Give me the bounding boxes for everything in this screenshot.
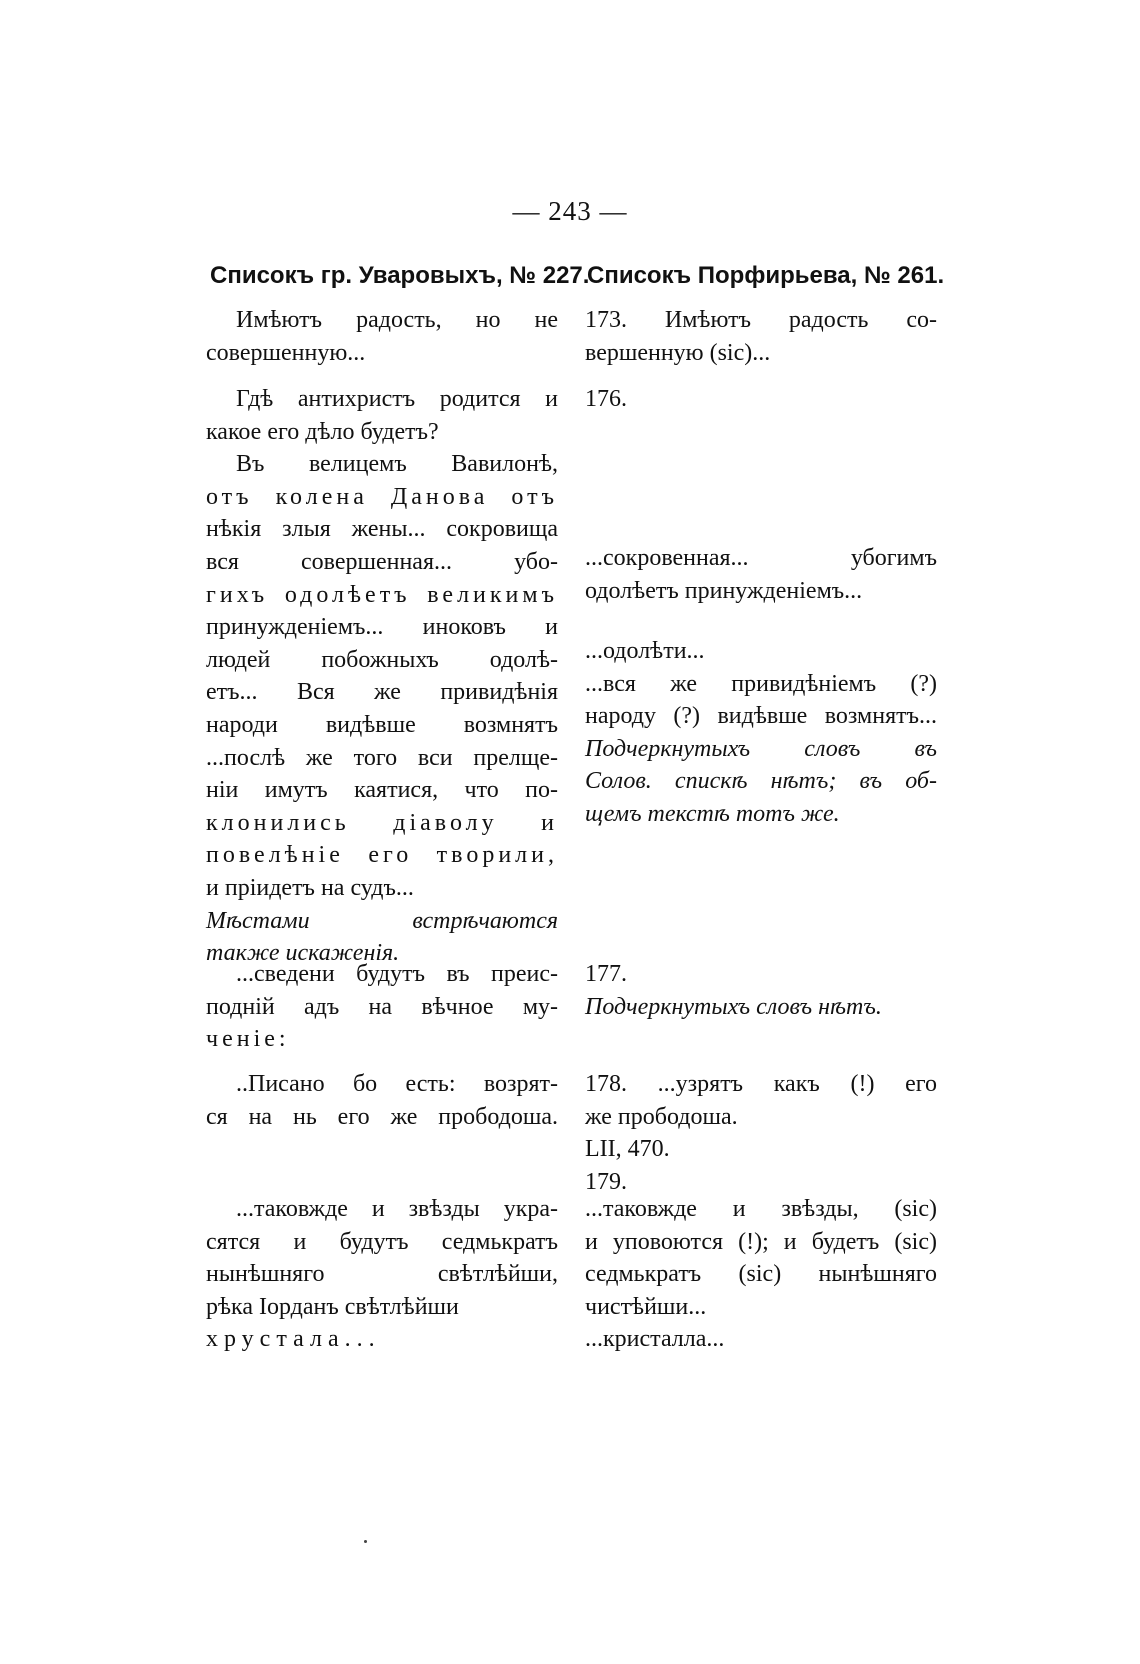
text-line: 176. [585, 386, 627, 412]
left-passage-4 [206, 1068, 558, 1133]
left-passage-1 [206, 304, 558, 369]
editorial-note-line: Подчеркнутыхъ словъ въ [585, 735, 937, 762]
text-line: отъ колена Данова отъ [206, 483, 558, 510]
text-line: 178. ...узрятъ какъ (!) его [585, 1071, 937, 1097]
text-line: нѣкія злыя жены... сокровища [206, 516, 558, 543]
text-line: ...одолѣти... [585, 638, 705, 664]
text-line: ніи имутъ каятися, что по- [206, 777, 558, 804]
left-passage-5 [206, 1193, 558, 1356]
text-line: ...кристалла... [585, 1326, 725, 1353]
right-passage-3 [585, 542, 937, 607]
right-passage-2 [585, 383, 937, 416]
editorial-note-line: также искаженія. [206, 940, 400, 967]
editorial-note-line: Мѣстами встрѣчаются [206, 907, 558, 934]
text-line: сятся и будутъ седмькратъ [206, 1228, 558, 1255]
left-passage-2 [206, 383, 558, 970]
text-line: етъ... Вся же привидѣнія [206, 679, 558, 706]
text-line: же прободоша. [585, 1103, 738, 1130]
text-line: гихъ одолѣетъ великимъ [206, 581, 558, 608]
text-line: 173. Имѣютъ радость со- [585, 307, 937, 333]
left-passage-3 [206, 958, 558, 1056]
text-line: и пріидетъ на судъ... [206, 874, 414, 901]
text-line: ...сокровенная... убогимъ [585, 545, 937, 571]
text-line: хрустала... [206, 1326, 381, 1353]
page-number: — 243 — [512, 196, 628, 226]
text-line: рѣка Іорданъ свѣтлѣйши [206, 1293, 459, 1320]
text-line: вершенную (sic)... [585, 339, 771, 366]
text-line: ..Писано бо есть: возрят- [236, 1071, 558, 1097]
text-line: принужденіемъ... иноковъ и [206, 614, 558, 641]
left-column-heading: Списокъ гр. Уваровыхъ, № 227. [210, 262, 590, 289]
text-line: народи видѣвше возмнятъ [206, 711, 558, 738]
text-line: подній адъ на вѣчное му- [206, 993, 558, 1020]
text-line: 177. [585, 961, 627, 987]
text-line: повелѣніе его творили, [206, 842, 558, 869]
right-passage-4 [585, 635, 937, 831]
text-line: вся совершенная... убо- [206, 548, 558, 575]
text-line: какое его дѣло будетъ? [206, 418, 439, 445]
text-line: чистѣйши... [585, 1293, 707, 1320]
right-passage-1 [585, 304, 937, 369]
text-line: Въ велицемъ Вавилонѣ, [236, 451, 558, 478]
text-line: LII, 470. [585, 1136, 670, 1163]
text-line: ...таковжде и звѣзды укра- [236, 1196, 558, 1222]
text-line: нынѣшняго свѣтлѣйши, [206, 1261, 558, 1288]
text-line: совершенную... [206, 339, 366, 366]
right-column-heading: Списокъ Порфирьева, № 261. [587, 262, 945, 289]
print-speck [364, 1540, 367, 1543]
right-passage-6 [585, 1068, 937, 1198]
text-line: одолѣетъ принужденіемъ... [585, 577, 863, 604]
text-line: людей побожныхъ одолѣ- [206, 646, 558, 673]
text-line: ...таковжде и звѣзды, (sic) [585, 1196, 937, 1222]
text-line: ...вся же привидѣніемъ (?) [585, 670, 937, 697]
text-line: ...сведени будутъ въ преис- [236, 961, 558, 987]
text-line: Имѣютъ радость, но не [236, 307, 558, 333]
text-line: народу (?) видѣвше возмнятъ... [585, 703, 937, 730]
editorial-note-line: Подчеркнутыхъ словъ нѣтъ. [585, 993, 882, 1020]
text-line: и уповоются (!); и будетъ (sic) [585, 1228, 937, 1255]
text-line: клонились діаволу и [206, 809, 558, 836]
text-line: 179. [585, 1168, 627, 1195]
text-line: ченіе: [206, 1026, 290, 1053]
text-line: Гдѣ антихристъ родится и [236, 386, 558, 412]
editorial-note-line: Солов. спискѣ нѣтъ; въ об- [585, 768, 937, 795]
text-line: ся на нь его же прободоша. [206, 1103, 558, 1130]
text-line: ...послѣ же того вси прелще- [206, 744, 558, 771]
right-passage-5 [585, 958, 937, 1023]
editorial-note-line: щемъ текстѣ тотъ же. [585, 800, 840, 827]
text-line: седмькратъ (sic) нынѣшняго [585, 1261, 937, 1288]
right-passage-7 [585, 1193, 937, 1356]
